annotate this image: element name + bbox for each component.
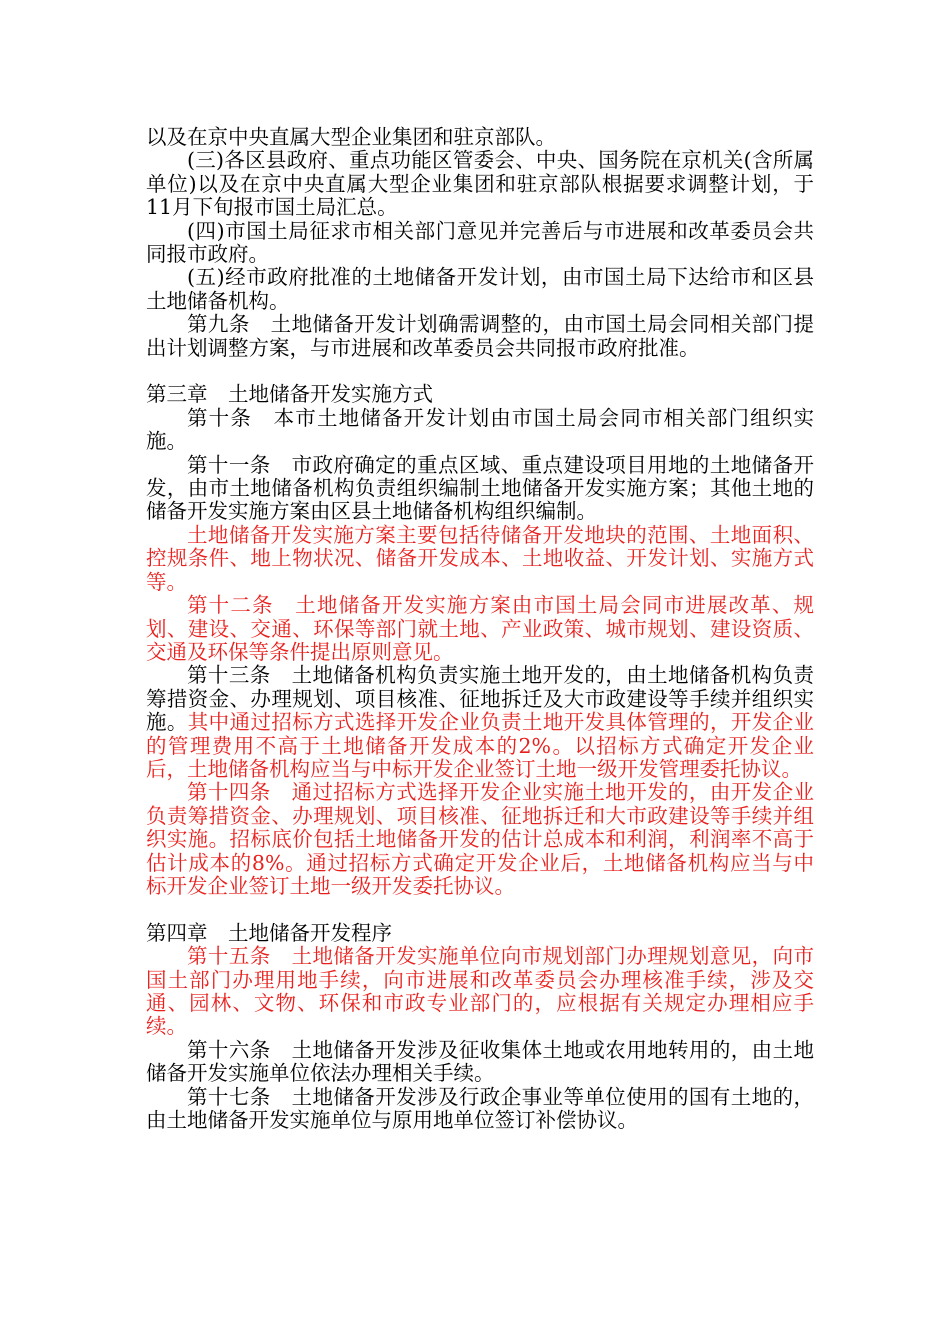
document-body [146,126,814,1132]
paragraph-item-5: (五)经市政府批准的土地储备开发计划，由市国土局下达给市和区县土地储备机构。 [146,265,814,313]
article-15: 第十五条 土地储备开发实施单位向市规划部门办理规划意见，向市国土部门办理用地手续，向市进展和改革委员会办理核准手续，涉及交通、园林、文物、环保和市政专业部门的，应根据有关规定办理相应手续。 [146,944,814,1039]
article-13-red-text: 其中通过招标方式选择开发企业负责土地开发具体管理的，开发企业的管理费用不高于土地储备开发成本的2%。以招标方式确定开发企业后，土地储备机构应当与中标开发企业签订土地一级开发管理委托协议。 [146,710,815,781]
article-13-black-text: 第十三条 土地储备机构负责实施土地开发的，由土地储备机构负责筹措资金、办理规划、项目核准、征地拆迁及大市政建设等手续并组织实施。 [146,663,814,735]
article-9: 第九条 土地储备开发计划确需调整的，由市国土局会同相关部门提出计划调整方案，与市进展和改革委员会共同报市政府批准。 [146,312,814,360]
paragraph-continuation: 以及在京中央直属大型企业集团和驻京部队。 [146,125,556,149]
section-gap [146,360,814,383]
article-14: 第十四条 通过招标方式选择开发企业实施土地开发的，由开发企业负责筹措资金、办理规划、项目核准、征地拆迁和大市政建设等手续并组织实施。招标底价包括土地储备开发的估计总成本和利润，利润率不高于估计成本的8%。通过招标方式确定开发企业后，土地储备机构应当与中标开发企业签订土地一级开发委托协议。 [146,780,814,898]
article-11: 第十一条 市政府确定的重点区域、重点建设项目用地的土地储备开发，由市土地储备机构负责组织编制土地储备开发实施方案；其他土地的储备开发实施方案由区县土地储备机构组织编制。 [146,452,814,524]
article-13 [146,664,814,781]
section-gap [146,898,814,921]
article-16: 第十六条 土地储备开发涉及征收集体土地或农用地转用的，由土地储备开发实施单位依法办理相关手续。 [146,1037,814,1086]
article-12: 第十二条 土地储备开发实施方案由市国土局会同市进展改革、规划、建设、交通、环保等部门就土地、产业政策、城市规划、建设资质、交通及环保等条件提出原则意见。 [146,593,814,664]
chapter-3-heading: 第三章 土地储备开发实施方式 [146,382,433,407]
article-10: 第十条 本市土地储备开发计划由市国土局会同市相关部门组织实施。 [146,405,814,454]
article-17: 第十七条 土地储备开发涉及行政企事业等单位使用的国有土地的，由土地储备开发实施单位与原用地单位签订补偿协议。 [146,1084,814,1133]
paragraph-item-3: (三)各区县政府、重点功能区管委会、中央、国务院在京机关(含所属单位)以及在京中央直属大型企业集团和驻京部队根据要求调整计划，于11月下旬报市国土局汇总。 [146,148,814,220]
article-11-detail: 土地储备开发实施方案主要包括待储备开发地块的范围、土地面积、控规条件、地上物状况、储备开发成本、土地收益、开发计划、实施方式等。 [146,522,814,594]
chapter-4-heading: 第四章 土地储备开发程序 [146,920,392,945]
paragraph-item-4: (四)市国土局征求市相关部门意见并完善后与市进展和改革委员会共同报市政府。 [146,218,814,267]
